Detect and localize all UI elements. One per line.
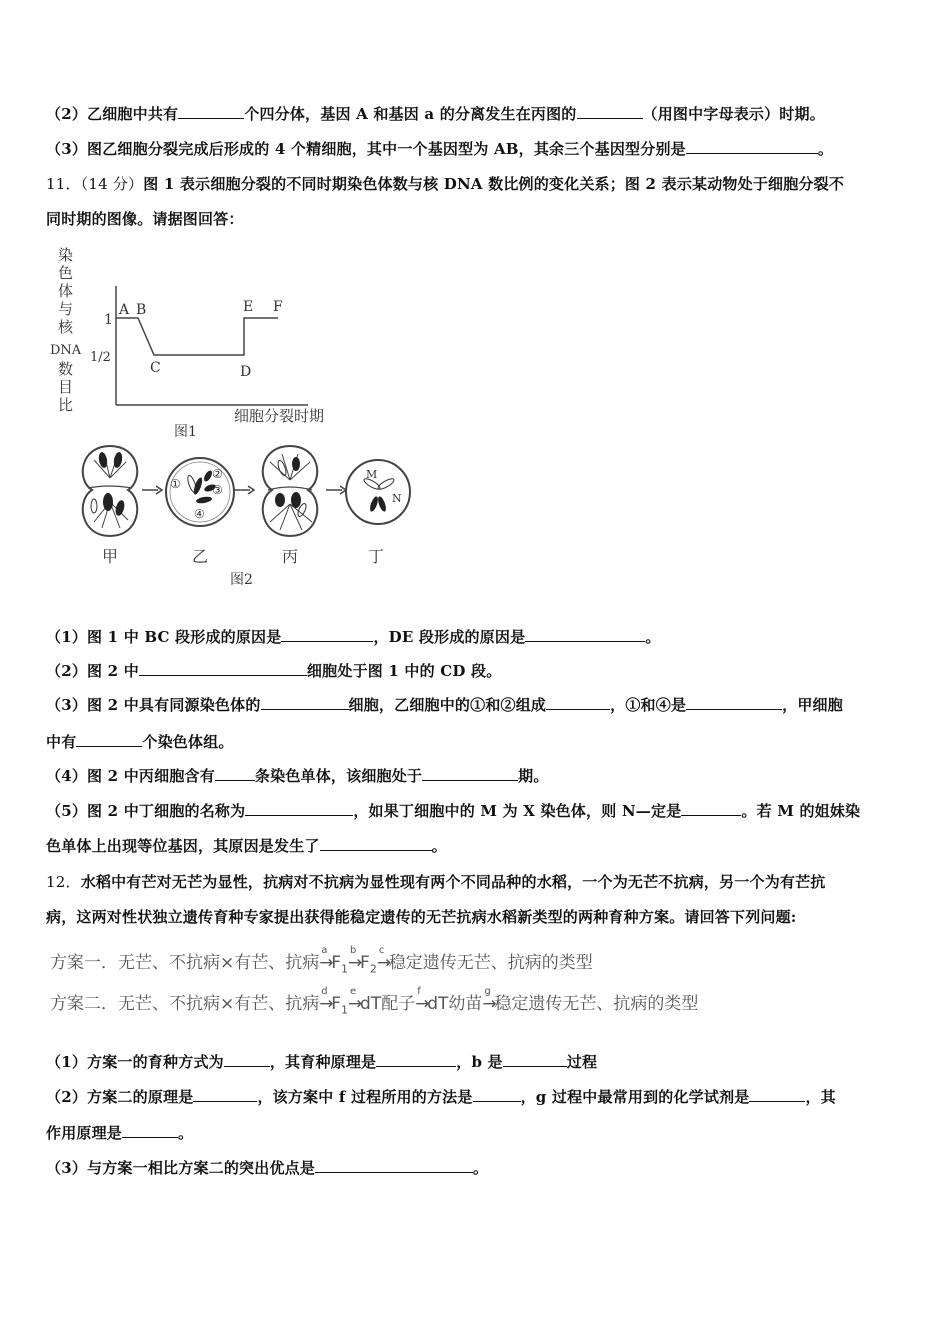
scheme1-sub: 1 xyxy=(341,962,349,976)
q11-sub1 xyxy=(46,626,661,647)
fig1-x-axis-label: 细胞分裂时期 xyxy=(234,407,325,425)
answer-blank[interactable] xyxy=(215,766,255,781)
q12-s2-text-a: （2）方案二的原理是 xyxy=(46,1088,194,1106)
ylabel-char: 与 xyxy=(58,300,74,318)
answer-blank[interactable] xyxy=(577,104,643,119)
q12-sub3 xyxy=(46,1157,488,1178)
scheme1-f: F xyxy=(331,953,342,973)
q11-s4-text-c: 期。 xyxy=(518,767,549,785)
cell-label-yi: 乙 xyxy=(192,547,209,566)
q11-sub3-cont xyxy=(46,731,234,752)
q11-s1-text-b: ，DE 段形成的原因是 xyxy=(373,628,526,646)
arrow-c: → c xyxy=(376,945,392,973)
ylabel-char: 核 xyxy=(58,318,74,336)
ylabel-char: 染 xyxy=(58,246,74,264)
q12-s2-text-d: ，其 xyxy=(805,1088,836,1106)
cell-label-ding: 丁 xyxy=(368,547,385,566)
q12-sub1 xyxy=(46,1051,597,1072)
q12-s1-text-c: ，b 是 xyxy=(456,1053,503,1071)
q11-sub5-cont xyxy=(46,835,447,856)
q12-stem xyxy=(46,871,826,892)
mark-N: N xyxy=(392,492,402,505)
answer-blank[interactable] xyxy=(422,766,518,781)
ylabel-char: 体 xyxy=(58,282,74,300)
cell-bing xyxy=(263,446,317,536)
q11-s2-text-b: 细胞处于图 1 中的 CD 段。 xyxy=(306,662,502,680)
fig1-ratio-curve xyxy=(116,318,278,355)
answer-blank[interactable] xyxy=(376,1052,456,1067)
q12-number: 12． xyxy=(46,873,81,891)
answer-blank[interactable] xyxy=(546,695,610,710)
answer-blank[interactable] xyxy=(281,627,373,642)
figure-1-graph xyxy=(46,238,366,438)
arrow-label: g xyxy=(484,986,491,997)
scheme1-start: 方案一．无芒、不抗病×有芒、抗病 xyxy=(50,953,320,973)
scheme2-gamete: dT配子 xyxy=(360,994,416,1014)
q11-s3-text-e: 中有 xyxy=(46,733,77,751)
q11-s5-text-c: 。若 M 的姐妹染 xyxy=(741,802,861,820)
cell-yi xyxy=(166,458,234,526)
fig2-caption: 图2 xyxy=(230,572,253,588)
fig1-point-B: B xyxy=(136,302,147,318)
fig1-point-D: D xyxy=(240,364,252,380)
q11-sub3 xyxy=(46,694,843,715)
arrow-g: → g xyxy=(482,986,497,1014)
q11-s2-text-a: （2）图 2 中 xyxy=(46,662,139,680)
q10-part3 xyxy=(46,138,833,159)
mark-M: M xyxy=(366,468,378,481)
answer-blank[interactable] xyxy=(686,139,818,154)
ylabel-char: 色 xyxy=(58,264,74,282)
arrow-a: → a xyxy=(319,945,334,973)
cell-ding xyxy=(346,460,410,524)
q11-sub2 xyxy=(46,660,501,681)
q11-s3-text-b: 细胞，乙细胞中的①和②组成 xyxy=(348,696,547,714)
fig1-tick-half: 1/2 xyxy=(90,350,111,365)
arrow-label: e xyxy=(350,986,357,997)
answer-blank[interactable] xyxy=(245,801,353,816)
q12-s1-text-b: ，其育种原理是 xyxy=(269,1053,377,1071)
scheme2-f: F xyxy=(331,994,342,1014)
arrow-b: → b xyxy=(348,945,363,973)
ylabel-char: DNA xyxy=(50,343,82,358)
ylabel-char: 目 xyxy=(58,378,74,396)
q12-sub2-cont xyxy=(46,1122,193,1143)
arrow-label: b xyxy=(350,945,357,956)
scheme2-sub: 1 xyxy=(341,1003,349,1017)
fig1-point-A: A xyxy=(119,302,130,318)
fig1-point-C: C xyxy=(150,360,161,376)
answer-blank[interactable] xyxy=(315,1158,473,1173)
q11-s4-text-b: 条染色单体，该细胞处于 xyxy=(254,767,423,785)
scheme2-seedling: dT幼苗 xyxy=(427,994,483,1014)
answer-blank[interactable] xyxy=(224,1052,270,1067)
scheme1-end: 稳定遗传无芒、抗病的类型 xyxy=(388,953,593,973)
q10-part2 xyxy=(46,103,825,124)
answer-blank[interactable] xyxy=(76,732,142,747)
cell-label-jia: 甲 xyxy=(102,547,119,566)
arrow-d: → d xyxy=(319,986,334,1014)
q11-sub4 xyxy=(46,765,549,786)
answer-blank[interactable] xyxy=(122,1123,178,1138)
mark-2: ② xyxy=(212,467,223,481)
answer-blank[interactable] xyxy=(503,1052,567,1067)
q11-s5-text-b: ，如果丁细胞中的 M 为 X 染色体，则 N—定是 xyxy=(353,802,682,820)
q12-s1-text-d: 过程 xyxy=(566,1053,598,1071)
scheme-one xyxy=(50,945,593,976)
answer-blank[interactable] xyxy=(320,836,432,851)
q12-stem-line2: 病，这两对性状独立遗传育种专家提出获得能稳定遗传的无芒抗病水稻新类型的两种育种方案。请回答下列问题: xyxy=(46,908,797,926)
scheme-two xyxy=(50,986,699,1017)
q12-s2-text-b: ，该方案中 f 过程所用的方法是 xyxy=(257,1088,473,1106)
ylabel-char: 比 xyxy=(58,396,74,414)
q12-stem-line1: 水稻中有芒对无芒为显性，抗病对不抗病为显性现有两个不同品种的水稻，一个为无芒不抗病，另一个为有芒抗 xyxy=(80,873,826,891)
q10-p2-text-c: （用图中字母表示）时期。 xyxy=(642,105,825,123)
fig1-point-E: E xyxy=(243,299,254,315)
answer-blank[interactable] xyxy=(178,104,244,119)
q10-p3-text-a: （3）图乙细胞分裂完成后形成的 4 个精细胞，其中一个基因型为 AB，其余三个基因型分别是 xyxy=(46,140,686,158)
answer-blank[interactable] xyxy=(139,661,307,676)
arrow-label: c xyxy=(378,945,385,956)
answer-blank[interactable] xyxy=(686,695,782,710)
scheme2-start: 方案二．无芒、不抗病×有芒、抗病 xyxy=(50,994,320,1014)
q11-s5-text-a: （5）图 2 中丁细胞的名称为 xyxy=(46,802,246,820)
scheme1-sub: 2 xyxy=(369,962,377,976)
answer-blank[interactable] xyxy=(473,1087,521,1102)
q11-stem-line2: 同时期的图像。请据图回答： xyxy=(46,210,244,228)
q12-s3-text-a: （3）与方案一相比方案二的突出优点是 xyxy=(46,1159,316,1177)
answer-blank[interactable] xyxy=(525,627,645,642)
q11-stem-line1: 图 1 表示细胞分裂的不同时期染色体数与核 DNA 数比例的变化关系；图 2 表示某动物处于细胞分裂不 xyxy=(143,175,845,193)
arrow-e: → e xyxy=(348,986,363,1014)
q12-stem-cont xyxy=(46,906,797,927)
arrow-label: a xyxy=(321,945,328,956)
q10-p3-text-b: 。 xyxy=(817,140,834,158)
arrow-f: → f xyxy=(415,986,430,1014)
mark-4: ④ xyxy=(194,507,205,521)
q12-sub2 xyxy=(46,1086,836,1107)
q11-s5-text-d: 色单体上出现等位基因，其原因是发生了 xyxy=(46,837,320,855)
scheme2-end: 稳定遗传无芒、抗病的类型 xyxy=(494,994,699,1014)
answer-blank[interactable] xyxy=(193,1087,257,1102)
q11-number: 11．（14 分） xyxy=(46,175,144,193)
q12-s1-text-a: （1）方案一的育种方式为 xyxy=(46,1053,224,1071)
figure-2-cells xyxy=(70,440,420,590)
q11-s3-text-a: （3）图 2 中具有同源染色体的 xyxy=(46,696,261,714)
q12-s2-text-e: 作用原理是 xyxy=(46,1124,123,1142)
answer-blank[interactable] xyxy=(261,695,349,710)
q12-s2-text-c: ，g 过程中最常用到的化学试剂是 xyxy=(520,1088,750,1106)
mark-1: ① xyxy=(170,477,181,491)
fig1-caption: 图1 xyxy=(174,424,197,438)
q11-stem xyxy=(46,173,844,194)
fig1-point-F: F xyxy=(273,299,283,315)
q11-s4-text-a: （4）图 2 中丙细胞含有 xyxy=(46,767,215,785)
answer-blank[interactable] xyxy=(681,801,741,816)
q11-s3-text-d: ，甲细胞 xyxy=(782,696,843,714)
q10-p2-text-b: 个四分体，基因 A 和基因 a 的分离发生在丙图的 xyxy=(244,105,577,123)
q12-s3-text-b: 。 xyxy=(473,1159,489,1177)
arrow-label: f xyxy=(417,986,421,997)
fig1-tick-1: 1 xyxy=(104,312,113,328)
q11-sub5 xyxy=(46,800,860,821)
mark-3: ③ xyxy=(212,483,223,497)
ylabel-char: 数 xyxy=(58,360,74,378)
q11-stem-cont xyxy=(46,208,244,229)
q11-s3-text-f: 个染色体组。 xyxy=(142,733,234,751)
q11-s5-text-e: 。 xyxy=(431,837,447,855)
fig1-y-axis-label xyxy=(50,246,82,414)
q10-p2-text-a: （2）乙细胞中共有 xyxy=(46,105,179,123)
answer-blank[interactable] xyxy=(749,1087,805,1102)
q11-s1-text-c: 。 xyxy=(645,628,661,646)
q11-s3-text-c: ，①和④是 xyxy=(610,696,687,714)
cell-label-bing: 丙 xyxy=(282,547,299,566)
q12-s2-text-f: 。 xyxy=(178,1124,194,1142)
arrow-label: d xyxy=(321,986,328,997)
cell-jia xyxy=(83,446,137,536)
q11-s1-text-a: （1）图 1 中 BC 段形成的原因是 xyxy=(46,628,282,646)
scheme1-f: F xyxy=(360,953,370,973)
